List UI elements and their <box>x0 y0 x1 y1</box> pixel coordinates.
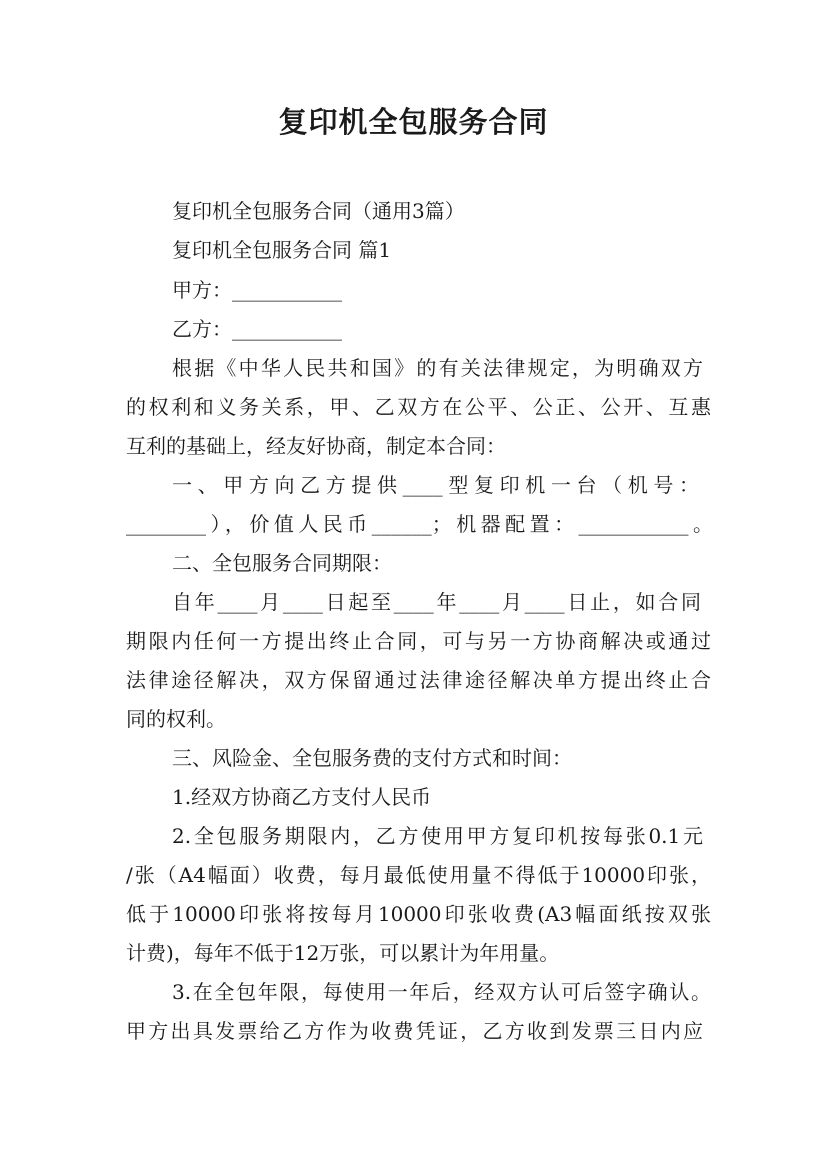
list-item: 3.在全包年限，每使用一年后，经双方认可后签字确认。 <box>172 980 711 1004</box>
paragraph-line: 甲方出具发票给乙方作为收费凭证，乙方收到发票三日内应 <box>126 1019 703 1043</box>
party-a-line: 甲方：___________ <box>172 278 342 302</box>
paragraph-line: 互利的基础上，经友好协商，制定本合同： <box>126 434 506 458</box>
paragraph-line: /张（A4幅面）收费，每月最低使用量不得低于10000印张， <box>126 863 711 887</box>
clause-heading: 三、风险金、全包服务费的支付方式和时间： <box>172 746 572 770</box>
section-heading: 复印机全包服务合同 篇1 <box>172 238 392 262</box>
paragraph-line: 的权利和义务关系，甲、乙双方在公平、公正、公开、互惠 <box>126 395 711 419</box>
party-b-line: 乙方：___________ <box>172 317 342 341</box>
paragraph-line: 法律途径解决，双方保留通过法律途径解决单方提出终止合 <box>126 668 711 692</box>
paragraph-line: 计费)，每年不低于12万张，可以累计为年用量。 <box>126 941 560 965</box>
paragraph-line: 根据《中华人民共和国》的有关法律规定，为明确双方 <box>172 356 703 380</box>
clause-heading: 二、全包服务合同期限： <box>172 551 392 575</box>
paragraph-line: 同的权利。 <box>126 707 226 731</box>
list-item: 1.经双方协商乙方支付人民币 <box>172 785 432 809</box>
paragraph-line: 低于10000印张将按每月10000印张收费(A3幅面纸按双张 <box>126 902 711 926</box>
clause-line: ________），价值人民币______；机器配置：___________。 <box>126 512 713 536</box>
paragraph-line: 期限内任何一方提出终止合同，可与另一方协商解决或通过 <box>126 629 711 653</box>
list-item: 2.全包服务期限内，乙方使用甲方复印机按每张0.1元 <box>172 824 703 848</box>
page-title: 复印机全包服务合同 <box>278 105 549 139</box>
subtitle-line: 复印机全包服务合同（通用3篇） <box>172 199 465 223</box>
paragraph-line: 自年____月____日起至____年____月____日止，如合同 <box>172 590 701 614</box>
clause-line: 一、甲方向乙方提供____型复印机一台（机号： <box>172 473 699 497</box>
